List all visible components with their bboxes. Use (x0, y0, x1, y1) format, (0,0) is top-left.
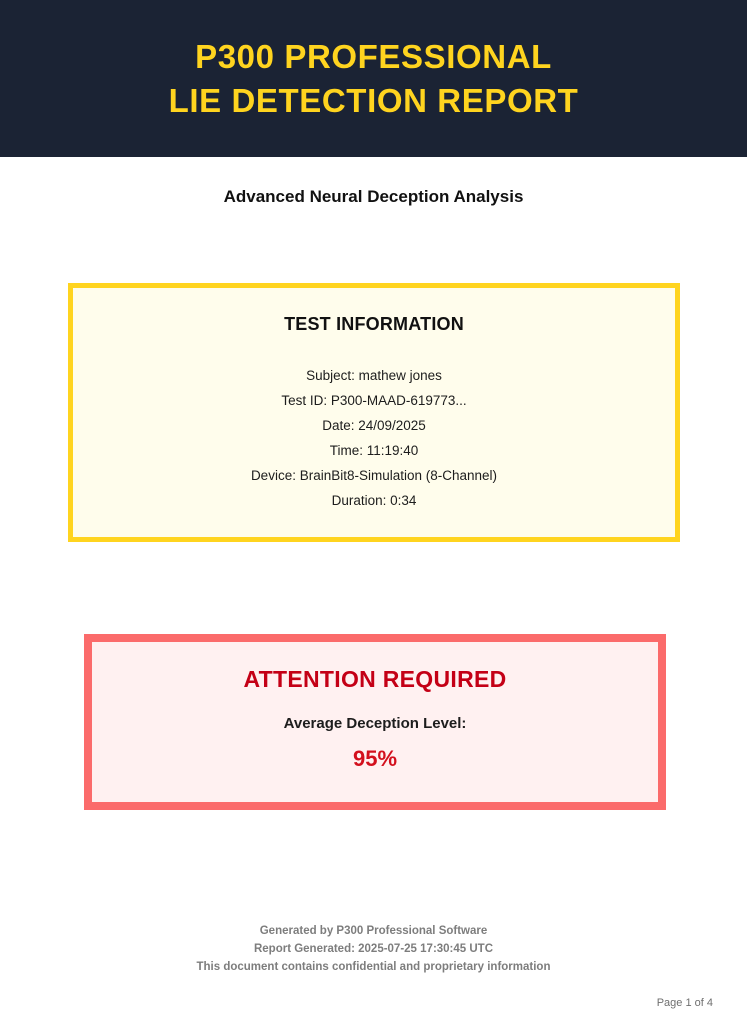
test-info-device: Device: BrainBit8-Simulation (8-Channel) (250, 468, 498, 483)
test-info-subject: Subject: mathew jones (306, 368, 442, 383)
report-title-line-1: P300 PROFESSIONAL (195, 37, 552, 75)
test-info-date: Date: 24/09/2025 (322, 418, 426, 433)
report-header-banner (0, 0, 747, 157)
footer-generated-by: Generated by P300 Professional Software (259, 925, 488, 937)
test-info-time: Time: 11:19:40 (329, 443, 419, 458)
test-information-card (68, 283, 680, 542)
report-subtitle: Advanced Neural Deception Analysis (223, 187, 524, 206)
report-footer (0, 922, 747, 976)
average-deception-level-value: 95% (352, 746, 398, 771)
test-information-title: TEST INFORMATION (284, 314, 464, 334)
page-number: Page 1 of 4 (656, 997, 713, 1009)
footer-confidentiality-notice: This document contains confidential and proprietary information (196, 961, 551, 973)
attention-required-title: ATTENTION REQUIRED (243, 666, 507, 692)
report-title-line-2: LIE DETECTION REPORT (168, 81, 579, 119)
test-info-duration: Duration: 0:34 (331, 493, 417, 508)
attention-required-card (84, 634, 666, 810)
footer-report-generated: Report Generated: 2025-07-25 17:30:45 UTC (253, 943, 494, 955)
test-info-test-id: Test ID: P300-MAAD-619773... (281, 393, 467, 408)
average-deception-level-label: Average Deception Level: (283, 715, 467, 732)
